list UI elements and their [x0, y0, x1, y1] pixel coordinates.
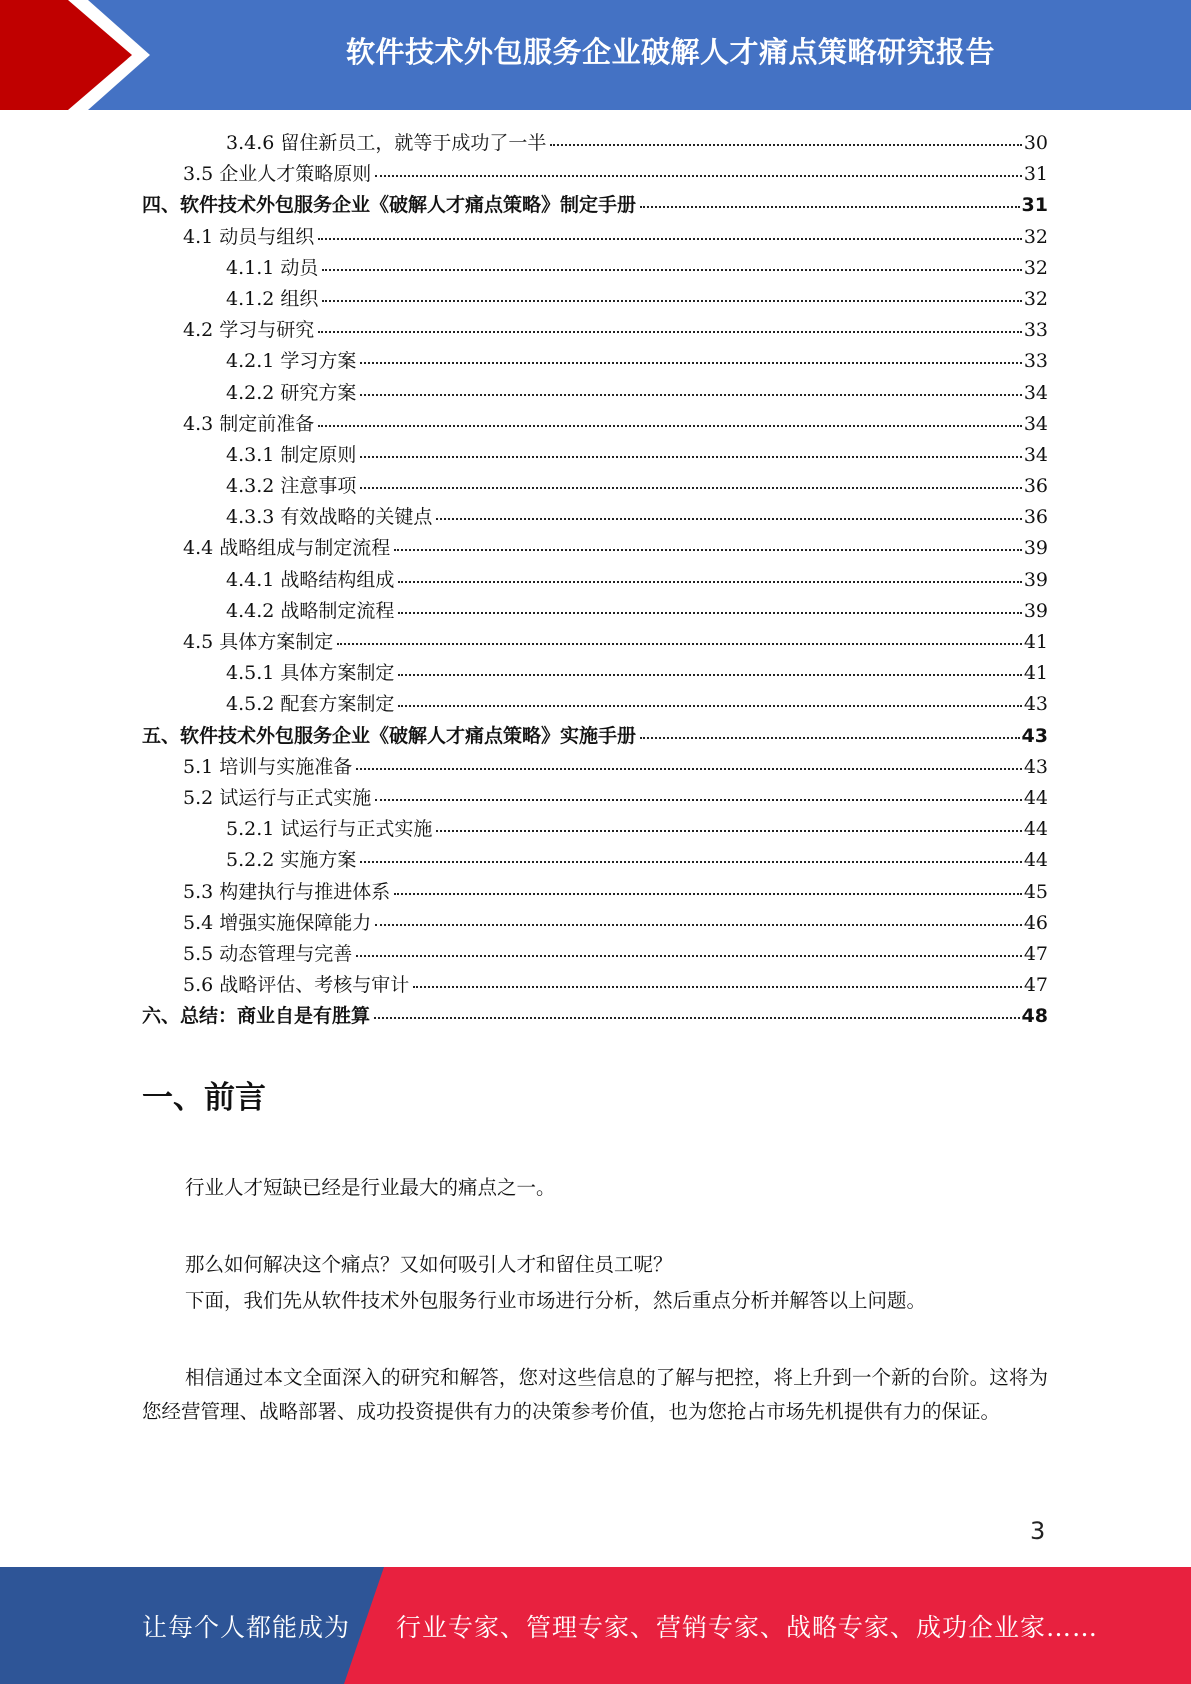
toc-entry-page: 45: [1023, 880, 1048, 903]
toc-dot-leader: [360, 452, 1021, 458]
toc-entry[interactable]: [142, 908, 1048, 939]
toc-dot-leader: [375, 171, 1022, 177]
toc-entry-page: 48: [1021, 1005, 1048, 1028]
toc-dot-leader: [640, 733, 1020, 739]
toc-entry-label: 5.6 战略评估、考核与审计: [183, 974, 410, 997]
toc-entry-page: 43: [1023, 693, 1048, 716]
toc-entry-page: 34: [1023, 381, 1048, 404]
toc-dot-leader: [398, 608, 1021, 614]
toc-entry-page: 32: [1023, 225, 1048, 248]
toc-entry-page: 32: [1023, 287, 1048, 310]
toc-entry-page: 36: [1023, 506, 1048, 529]
toc-entry-label: 5.4 增强实施保障能力: [183, 911, 372, 934]
toc-entry-page: 43: [1023, 755, 1048, 778]
footer-slogan-left: 让每个人都能成为: [142, 1612, 351, 1642]
toc-entry[interactable]: [142, 721, 1048, 752]
toc-dot-leader: [394, 545, 1022, 551]
toc-entry-page: 44: [1023, 786, 1048, 809]
toc-entry[interactable]: [142, 346, 1048, 377]
toc-entry-page: 47: [1023, 942, 1048, 965]
toc-entry-label: 5.2.1 试运行与正式实施: [226, 818, 433, 841]
toc-entry[interactable]: [142, 877, 1048, 908]
toc-entry[interactable]: [142, 409, 1048, 440]
toc-dot-leader: [398, 670, 1021, 676]
toc-dot-leader: [322, 296, 1021, 302]
toc-dot-leader: [413, 982, 1022, 988]
page-header: [0, 0, 1191, 110]
toc-entry[interactable]: [142, 190, 1048, 221]
page-number: 3: [1030, 1517, 1046, 1545]
toc-entry-label: 3.4.6 留住新员工，就等于成功了一半: [226, 132, 547, 154]
toc-entry[interactable]: [142, 845, 1048, 876]
toc-entry-page: 39: [1023, 537, 1048, 560]
toc-entry-page: 31: [1023, 163, 1048, 186]
toc-entry[interactable]: [142, 315, 1048, 346]
toc-entry-label: 4.3.1 制定原则: [226, 443, 357, 466]
toc-dot-leader: [360, 857, 1021, 863]
toc-entry-page: 46: [1023, 911, 1048, 934]
toc-entry-label: 3.5 企业人才策略原则: [183, 163, 372, 186]
toc-entry-label: 4.3 制定前准备: [183, 412, 315, 435]
toc-entry-page: 36: [1023, 475, 1048, 498]
toc-entry[interactable]: [142, 159, 1048, 190]
toc-entry[interactable]: [142, 689, 1048, 720]
table-of-contents: [142, 128, 1048, 1032]
header-title: 软件技术外包服务企业破解人才痛点策略研究报告: [345, 34, 995, 69]
toc-entry-page: 44: [1023, 849, 1048, 872]
toc-dot-leader: [356, 764, 1022, 770]
toc-dot-leader: [322, 265, 1021, 271]
toc-entry-page: 44: [1023, 818, 1048, 841]
toc-dot-leader: [337, 639, 1022, 645]
toc-entry-label: 4.4 战略组成与制定流程: [183, 537, 391, 560]
toc-dot-leader: [375, 795, 1022, 801]
toc-dot-leader: [318, 234, 1022, 240]
toc-entry-page: 31: [1021, 194, 1048, 217]
toc-entry-page: 39: [1023, 599, 1048, 622]
toc-entry-label: 六、总结：商业自是有胜算: [142, 1005, 371, 1028]
toc-entry-page: 33: [1023, 319, 1048, 342]
toc-entry[interactable]: [142, 596, 1048, 627]
paragraph-4: 相信通过本文全面深入的研究和解答，您对这些信息的了解与把控，将上升到一个新的台阶。这将为您经营管理、战略部署、成功投资提供有力的决策参考价值，也为您抢占市场先机提供有力的保证。: [142, 1366, 1048, 1423]
toc-entry-label: 4.1.2 组织: [226, 287, 319, 310]
paragraph-1: 行业人才短缺已经是行业最大的痛点之一。: [185, 1176, 556, 1199]
toc-entry-label: 4.3.2 注意事项: [226, 475, 357, 498]
paragraph-2: 那么如何解决这个痛点？又如何吸引人才和留住员工呢？: [185, 1253, 673, 1276]
toc-entry[interactable]: [142, 253, 1048, 284]
toc-dot-leader: [318, 327, 1022, 333]
toc-entry[interactable]: [142, 378, 1048, 409]
toc-entry[interactable]: [142, 440, 1048, 471]
toc-entry-page: 34: [1023, 443, 1048, 466]
toc-dot-leader: [356, 951, 1022, 957]
toc-entry-label: 4.2 学习与研究: [183, 319, 315, 342]
toc-entry-label: 4.4.1 战略结构组成: [226, 568, 395, 591]
toc-entry-page: 30: [1023, 132, 1048, 154]
section-heading: 一、前言: [142, 1080, 266, 1116]
toc-entry-label: 五、软件技术外包服务企业《破解人才痛点策略》实施手册: [142, 724, 637, 747]
toc-entry-page: 41: [1023, 631, 1048, 653]
toc-dot-leader: [398, 577, 1021, 583]
toc-entry-page: 41: [1023, 662, 1048, 685]
toc-dot-leader: [360, 358, 1021, 364]
toc-entry[interactable]: [142, 284, 1048, 315]
toc-entry[interactable]: [142, 658, 1048, 689]
toc-entry-label: 4.2.2 研究方案: [226, 381, 357, 404]
toc-entry[interactable]: [142, 502, 1048, 533]
toc-entry-page: 39: [1023, 568, 1048, 591]
paragraph-3: 下面，我们先从软件技术外包服务行业市场进行分析，然后重点分析并解答以上问题。: [185, 1289, 927, 1312]
toc-dot-leader: [550, 140, 1021, 146]
toc-entry-page: 43: [1021, 724, 1048, 747]
toc-entry-page: 33: [1023, 350, 1048, 373]
toc-dot-leader: [436, 514, 1021, 520]
toc-entry-label: 5.5 动态管理与完善: [183, 942, 353, 965]
toc-dot-leader: [640, 202, 1020, 208]
toc-dot-leader: [375, 920, 1022, 926]
toc-entry[interactable]: [142, 752, 1048, 783]
toc-entry[interactable]: [142, 814, 1048, 845]
toc-entry-page: 47: [1023, 974, 1048, 997]
toc-entry-label: 4.5.2 配套方案制定: [226, 693, 395, 716]
toc-dot-leader: [398, 701, 1021, 707]
toc-entry[interactable]: [142, 222, 1048, 253]
toc-entry[interactable]: [142, 1001, 1048, 1032]
toc-entry[interactable]: [142, 783, 1048, 814]
toc-entry-label: 5.2 试运行与正式实施: [183, 786, 372, 809]
toc-entry-page: 32: [1023, 256, 1048, 279]
toc-entry[interactable]: [142, 939, 1048, 970]
footer-slogan-right: 行业专家、管理专家、营销专家、战略专家、成功企业家……: [396, 1612, 1099, 1642]
toc-entry[interactable]: [142, 533, 1048, 564]
toc-entry-page: 34: [1023, 412, 1048, 435]
toc-entry-label: 4.3.3 有效战略的关键点: [226, 506, 433, 529]
toc-entry[interactable]: [142, 471, 1048, 502]
toc-entry[interactable]: [142, 565, 1048, 596]
page-footer: [0, 1567, 1191, 1684]
toc-entry-label: 4.1 动员与组织: [183, 225, 315, 248]
toc-entry-label: 5.3 构建执行与推进体系: [183, 880, 391, 903]
toc-entry-label: 5.1 培训与实施准备: [183, 755, 353, 778]
toc-entry[interactable]: [142, 128, 1048, 159]
toc-entry[interactable]: [142, 970, 1048, 1001]
toc-entry-label: 4.1.1 动员: [226, 256, 319, 279]
toc-dot-leader: [436, 826, 1021, 832]
toc-dot-leader: [360, 390, 1021, 396]
toc-dot-leader: [394, 889, 1022, 895]
toc-entry-label: 4.5.1 具体方案制定: [226, 662, 395, 685]
toc-entry-label: 四、软件技术外包服务企业《破解人才痛点策略》制定手册: [142, 194, 637, 217]
toc-entry-label: 5.2.2 实施方案: [226, 849, 357, 872]
toc-dot-leader: [318, 421, 1022, 427]
toc-entry[interactable]: [142, 627, 1048, 658]
toc-entry-label: 4.5 具体方案制定: [183, 631, 334, 653]
toc-entry-label: 4.4.2 战略制定流程: [226, 599, 395, 622]
toc-entry-label: 4.2.1 学习方案: [226, 350, 357, 373]
toc-dot-leader: [374, 1013, 1020, 1019]
toc-dot-leader: [360, 483, 1021, 489]
